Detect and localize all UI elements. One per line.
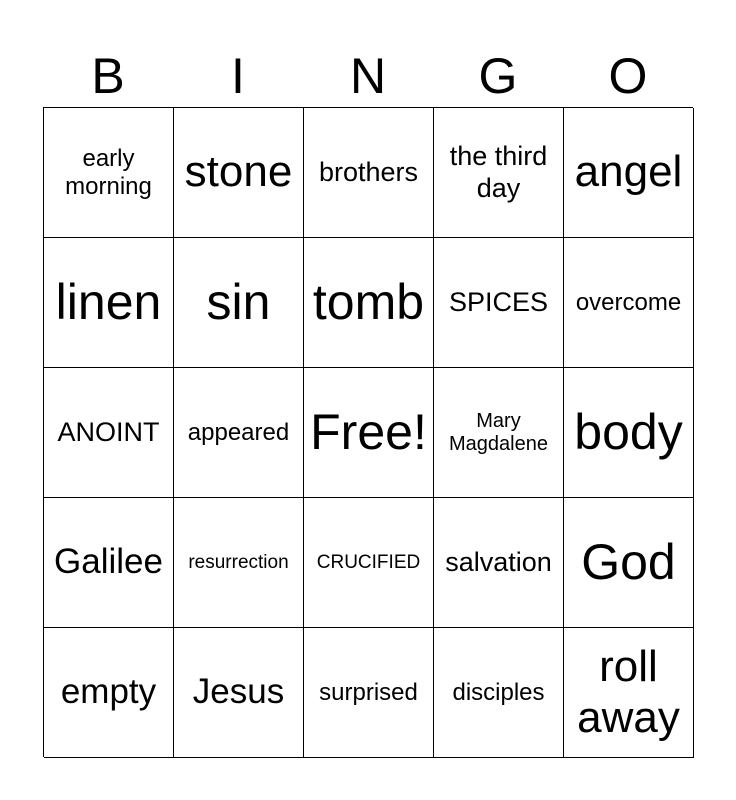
cell-text: body [574,403,683,460]
bingo-cell[interactable] [174,368,304,498]
bingo-cell[interactable] [564,108,694,238]
header-letter-n: N [349,48,387,104]
bingo-header [43,44,693,108]
cell-text: overcome [575,288,682,316]
cell-text: disciples [452,678,545,706]
bingo-cell[interactable] [434,238,564,368]
cell-text: surprised [319,678,418,706]
bingo-cell[interactable] [564,498,694,628]
bingo-cell[interactable] [174,238,304,368]
bingo-cell[interactable] [304,238,434,368]
cell-text: tomb [312,273,425,330]
cell-text: Free! [310,403,427,460]
bingo-cell[interactable] [434,498,564,628]
bingo-cell[interactable] [564,238,694,368]
bingo-cell[interactable] [174,108,304,238]
bingo-cell[interactable] [434,108,564,238]
bingo-cell[interactable] [434,368,564,498]
bingo-cell[interactable] [304,108,434,238]
cell-text: Galilee [54,542,163,582]
cell-text: stone [184,147,293,197]
cell-text: salvation [445,546,552,577]
cell-text: early morning [65,144,152,200]
header-letter-b: B [91,48,125,104]
cell-text: appeared [187,418,290,446]
cell-text: Mary Magdalene [449,409,548,455]
cell-text: linen [55,273,162,330]
cell-text: God [581,533,676,590]
bingo-cell[interactable] [44,368,174,498]
bingo-cell[interactable] [44,498,174,628]
cell-text: sin [206,273,271,330]
header-letter-g: G [478,48,518,104]
bingo-cell[interactable] [44,628,174,758]
bingo-card [43,107,693,757]
bingo-cell[interactable] [44,108,174,238]
bingo-cell[interactable] [44,238,174,368]
header-letter-o: O [608,48,648,104]
cell-text: SPICES [448,286,549,317]
cell-text: ANOINT [57,416,160,447]
header-letter-i: I [231,48,245,104]
cell-text: angel [574,147,683,197]
cell-text: brothers [318,156,419,187]
cell-text: empty [60,672,157,712]
cell-text: resurrection [188,551,289,573]
cell-text: roll away [577,641,680,742]
bingo-cell[interactable] [304,498,434,628]
bingo-cell[interactable] [304,628,434,758]
cell-text: Jesus [192,672,285,712]
bingo-cell[interactable] [564,368,694,498]
cell-text: the third day [449,141,548,203]
cell-text: CRUCIFIED [316,551,421,573]
bingo-cell[interactable] [564,628,694,758]
bingo-cell[interactable] [434,628,564,758]
bingo-cell[interactable] [174,498,304,628]
bingo-cell[interactable] [304,368,434,498]
bingo-cell[interactable] [174,628,304,758]
